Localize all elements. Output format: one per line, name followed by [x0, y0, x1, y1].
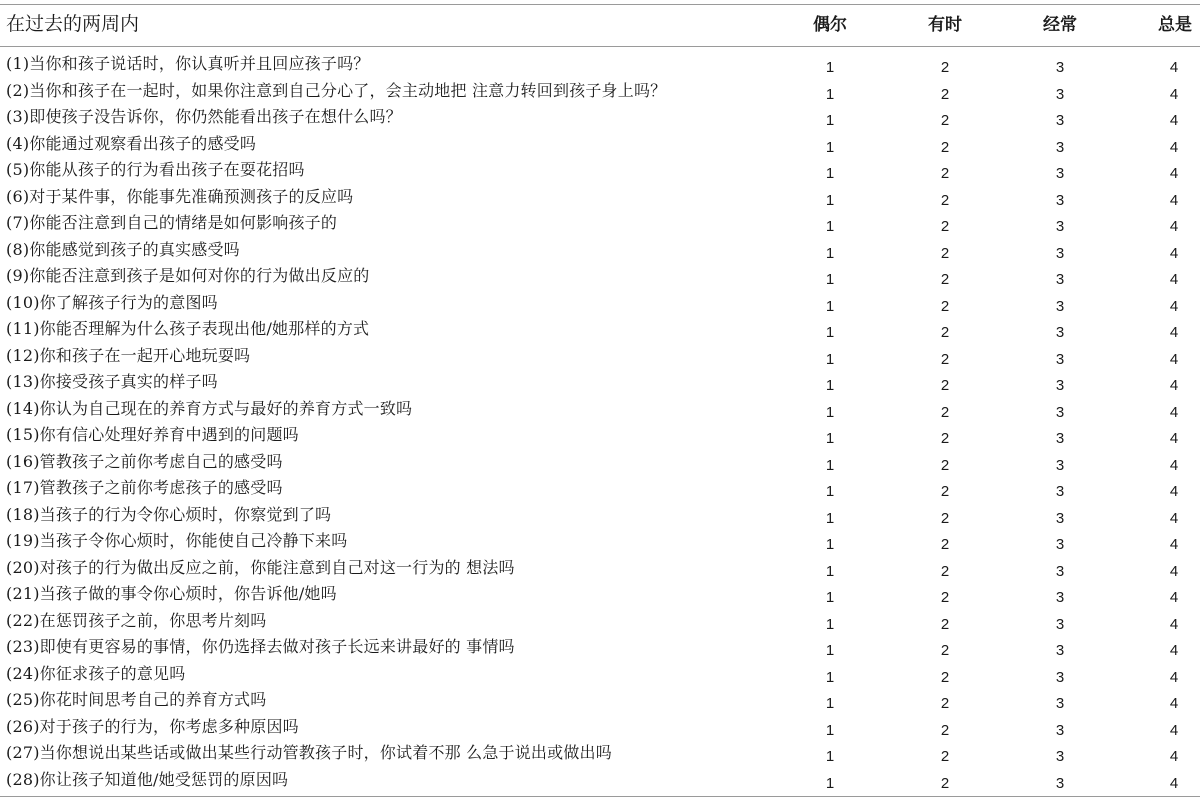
rating-option-4: 4: [1169, 456, 1179, 474]
rating-option-3: 3: [1055, 297, 1065, 315]
question-text: (5)你能从孩子的行为看出孩子在耍花招吗: [6, 160, 305, 179]
rating-option-3: 3: [1055, 138, 1065, 156]
question-text: (3)即使孩子没告诉你，你仍然能看出孩子在想什么吗？: [6, 107, 402, 126]
question-text: (2)当你和孩子在一起时，如果你注意到自己分心了，会主动地把 注意力转回到孩子身上吗？: [6, 80, 667, 100]
rating-option-3: 3: [1055, 589, 1065, 606]
rating-option-1: 1: [825, 218, 835, 235]
rating-option-1: 1: [825, 112, 835, 129]
question-text: (6)对于某件事，你能事先准确预测孩子的反应吗: [6, 186, 354, 206]
table-bottom-rule: [0, 796, 1200, 797]
rating-option-2: 2: [940, 271, 950, 288]
rating-option-3: 3: [1055, 350, 1065, 368]
rating-option-3: 3: [1055, 271, 1065, 288]
rating-option-4: 4: [1169, 509, 1179, 527]
rating-option-4: 4: [1169, 536, 1179, 553]
question-text: (9)你能否注意到孩子是如何对你的行为做出反应的: [6, 266, 370, 285]
table-row: [0, 106, 1200, 133]
rating-option-2: 2: [940, 536, 950, 553]
rating-option-3: 3: [1055, 430, 1065, 447]
rating-option-2: 2: [940, 403, 950, 421]
rating-option-4: 4: [1169, 642, 1179, 659]
rating-option-1: 1: [825, 695, 835, 712]
rating-option-4: 4: [1169, 377, 1179, 394]
table-row: [0, 318, 1200, 345]
table-row: [0, 424, 1200, 451]
question-text: (23)即使有更容易的事情，你仍选择去做对孩子长远来讲最好的 事情吗: [6, 637, 515, 656]
rating-option-4: 4: [1169, 774, 1179, 792]
rating-option-4: 4: [1169, 721, 1179, 739]
rating-option-2: 2: [940, 218, 950, 235]
rating-option-1: 1: [825, 509, 835, 527]
rating-option-3: 3: [1055, 721, 1065, 739]
rating-option-2: 2: [940, 774, 950, 792]
question-text: (20)对孩子的行为做出反应之前，你能注意到自己对这一行为的 想法吗: [6, 557, 515, 577]
question-text: (21)当孩子做的事令你心烦时，你告诉他/她吗: [6, 584, 337, 603]
table-row: [0, 636, 1200, 663]
rating-option-3: 3: [1055, 244, 1065, 262]
rating-option-2: 2: [940, 456, 950, 474]
rating-option-1: 1: [825, 668, 835, 686]
question-text: (1)当你和孩子说话时，你认真听并且回应孩子吗？: [6, 54, 370, 73]
rating-option-4: 4: [1169, 244, 1179, 262]
rating-option-4: 4: [1169, 589, 1179, 606]
rating-option-3: 3: [1055, 456, 1065, 474]
table-row: [0, 583, 1200, 610]
table-row: [0, 769, 1200, 796]
question-text: (18)当孩子的行为令你心烦时，你察觉到了吗: [6, 504, 332, 524]
rating-option-2: 2: [940, 509, 950, 527]
rating-option-1: 1: [825, 774, 835, 792]
column-header-often: 经常: [1043, 15, 1077, 35]
rating-option-4: 4: [1169, 324, 1179, 341]
rating-option-3: 3: [1055, 191, 1065, 209]
rating-option-2: 2: [940, 430, 950, 447]
rating-option-3: 3: [1055, 377, 1065, 394]
question-text: (8)你能感觉到孩子的真实感受吗: [6, 239, 240, 259]
table-row: [0, 53, 1200, 80]
rating-option-4: 4: [1169, 112, 1179, 129]
rating-option-2: 2: [940, 483, 950, 500]
rating-option-3: 3: [1055, 642, 1065, 659]
rating-option-2: 2: [940, 377, 950, 394]
rating-option-3: 3: [1055, 748, 1065, 765]
rating-option-1: 1: [825, 244, 835, 262]
rating-option-1: 1: [825, 615, 835, 633]
table-header: [0, 4, 1200, 46]
header-title: 在过去的两周内: [6, 13, 140, 35]
table-row: [0, 398, 1200, 425]
rating-option-1: 1: [825, 165, 835, 182]
rating-option-4: 4: [1169, 297, 1179, 315]
rating-option-2: 2: [940, 59, 950, 76]
rating-option-2: 2: [940, 112, 950, 129]
rating-option-2: 2: [940, 244, 950, 262]
rating-option-4: 4: [1169, 615, 1179, 633]
table-row: [0, 610, 1200, 637]
question-text: (11)你能否理解为什么孩子表现出他/她那样的方式: [6, 319, 370, 338]
rating-option-3: 3: [1055, 668, 1065, 686]
rating-option-2: 2: [940, 721, 950, 739]
rating-option-4: 4: [1169, 85, 1179, 103]
rating-option-4: 4: [1169, 138, 1179, 156]
rating-option-2: 2: [940, 562, 950, 580]
rating-option-1: 1: [825, 271, 835, 288]
table-row: [0, 345, 1200, 372]
rating-option-1: 1: [825, 748, 835, 765]
rating-option-1: 1: [825, 297, 835, 315]
rating-option-1: 1: [825, 59, 835, 76]
question-text: (17)管教孩子之前你考虑孩子的感受吗: [6, 478, 283, 497]
rating-option-1: 1: [825, 562, 835, 580]
rating-option-3: 3: [1055, 774, 1065, 792]
column-header-sometimes: 有时: [928, 15, 962, 35]
rating-option-1: 1: [825, 85, 835, 103]
rating-option-1: 1: [825, 350, 835, 368]
question-text: (12)你和孩子在一起开心地玩耍吗: [6, 345, 251, 365]
rating-option-4: 4: [1169, 350, 1179, 368]
table-row: [0, 239, 1200, 266]
question-text: (22)在惩罚孩子之前，你思考片刻吗: [6, 610, 267, 630]
table-row: [0, 530, 1200, 557]
rating-option-4: 4: [1169, 403, 1179, 421]
rating-option-3: 3: [1055, 536, 1065, 553]
table-row: [0, 292, 1200, 319]
table-body: [0, 53, 1200, 795]
rating-option-2: 2: [940, 138, 950, 156]
question-text: (28)你让孩子知道他/她受惩罚的原因吗: [6, 769, 289, 789]
rating-option-2: 2: [940, 695, 950, 712]
rating-option-3: 3: [1055, 695, 1065, 712]
rating-option-3: 3: [1055, 218, 1065, 235]
rating-option-4: 4: [1169, 59, 1179, 76]
rating-option-3: 3: [1055, 483, 1065, 500]
question-text: (27)当你想说出某些话或做出某些行动管教孩子时，你试着不那 么急于说出或做出吗: [6, 743, 612, 762]
rating-option-4: 4: [1169, 748, 1179, 765]
table-row: [0, 663, 1200, 690]
rating-option-1: 1: [825, 403, 835, 421]
rating-option-4: 4: [1169, 191, 1179, 209]
table-row: [0, 451, 1200, 478]
table-row: [0, 133, 1200, 160]
table-row: [0, 265, 1200, 292]
rating-option-3: 3: [1055, 615, 1065, 633]
rating-option-1: 1: [825, 430, 835, 447]
rating-option-1: 1: [825, 721, 835, 739]
rating-option-1: 1: [825, 642, 835, 659]
rating-option-1: 1: [825, 483, 835, 500]
question-text: (4)你能通过观察看出孩子的感受吗: [6, 133, 257, 153]
question-text: (13)你接受孩子真实的样子吗: [6, 372, 218, 391]
rating-option-2: 2: [940, 191, 950, 209]
question-text: (15)你有信心处理好养育中遇到的问题吗: [6, 425, 299, 444]
question-text: (14)你认为自己现在的养育方式与最好的养育方式一致吗: [6, 398, 413, 418]
rating-option-3: 3: [1055, 403, 1065, 421]
table-row: [0, 80, 1200, 107]
rating-option-4: 4: [1169, 165, 1179, 182]
rating-option-1: 1: [825, 191, 835, 209]
rating-option-1: 1: [825, 536, 835, 553]
rating-option-3: 3: [1055, 59, 1065, 76]
rating-option-1: 1: [825, 377, 835, 394]
rating-option-1: 1: [825, 324, 835, 341]
table-row: [0, 212, 1200, 239]
rating-option-2: 2: [940, 589, 950, 606]
table-row: [0, 689, 1200, 716]
table-header-rule: [0, 46, 1200, 47]
table-row: [0, 477, 1200, 504]
question-text: (19)当孩子令你心烦时，你能使自己冷静下来吗: [6, 531, 348, 550]
table-row: [0, 159, 1200, 186]
rating-option-2: 2: [940, 350, 950, 368]
rating-option-2: 2: [940, 642, 950, 659]
rating-option-4: 4: [1169, 668, 1179, 686]
rating-option-2: 2: [940, 668, 950, 686]
question-text: (16)管教孩子之前你考虑自己的感受吗: [6, 451, 283, 471]
rating-option-4: 4: [1169, 430, 1179, 447]
column-header-occasionally: 偶尔: [813, 15, 847, 35]
question-text: (7)你能否注意到自己的情绪是如何影响孩子的: [6, 213, 338, 232]
rating-option-1: 1: [825, 589, 835, 606]
rating-option-3: 3: [1055, 165, 1065, 182]
rating-option-2: 2: [940, 615, 950, 633]
rating-option-3: 3: [1055, 509, 1065, 527]
rating-option-2: 2: [940, 748, 950, 765]
rating-option-3: 3: [1055, 324, 1065, 341]
rating-option-4: 4: [1169, 562, 1179, 580]
table-row: [0, 371, 1200, 398]
rating-option-3: 3: [1055, 112, 1065, 129]
rating-option-4: 4: [1169, 218, 1179, 235]
rating-option-1: 1: [825, 138, 835, 156]
table-row: [0, 716, 1200, 743]
rating-option-2: 2: [940, 85, 950, 103]
question-text: (10)你了解孩子行为的意图吗: [6, 292, 218, 312]
rating-option-3: 3: [1055, 562, 1065, 580]
rating-option-2: 2: [940, 165, 950, 182]
rating-option-4: 4: [1169, 271, 1179, 288]
table-row: [0, 557, 1200, 584]
question-text: (25)你花时间思考自己的养育方式吗: [6, 690, 267, 709]
rating-option-1: 1: [825, 456, 835, 474]
table-row: [0, 742, 1200, 769]
table-row: [0, 186, 1200, 213]
column-header-always: 总是: [1158, 15, 1192, 35]
table-row: [0, 504, 1200, 531]
rating-option-4: 4: [1169, 695, 1179, 712]
rating-option-4: 4: [1169, 483, 1179, 500]
rating-option-2: 2: [940, 324, 950, 341]
rating-option-2: 2: [940, 297, 950, 315]
question-text: (24)你征求孩子的意见吗: [6, 663, 186, 683]
question-text: (26)对于孩子的行为，你考虑多种原因吗: [6, 716, 299, 736]
rating-option-3: 3: [1055, 85, 1065, 103]
